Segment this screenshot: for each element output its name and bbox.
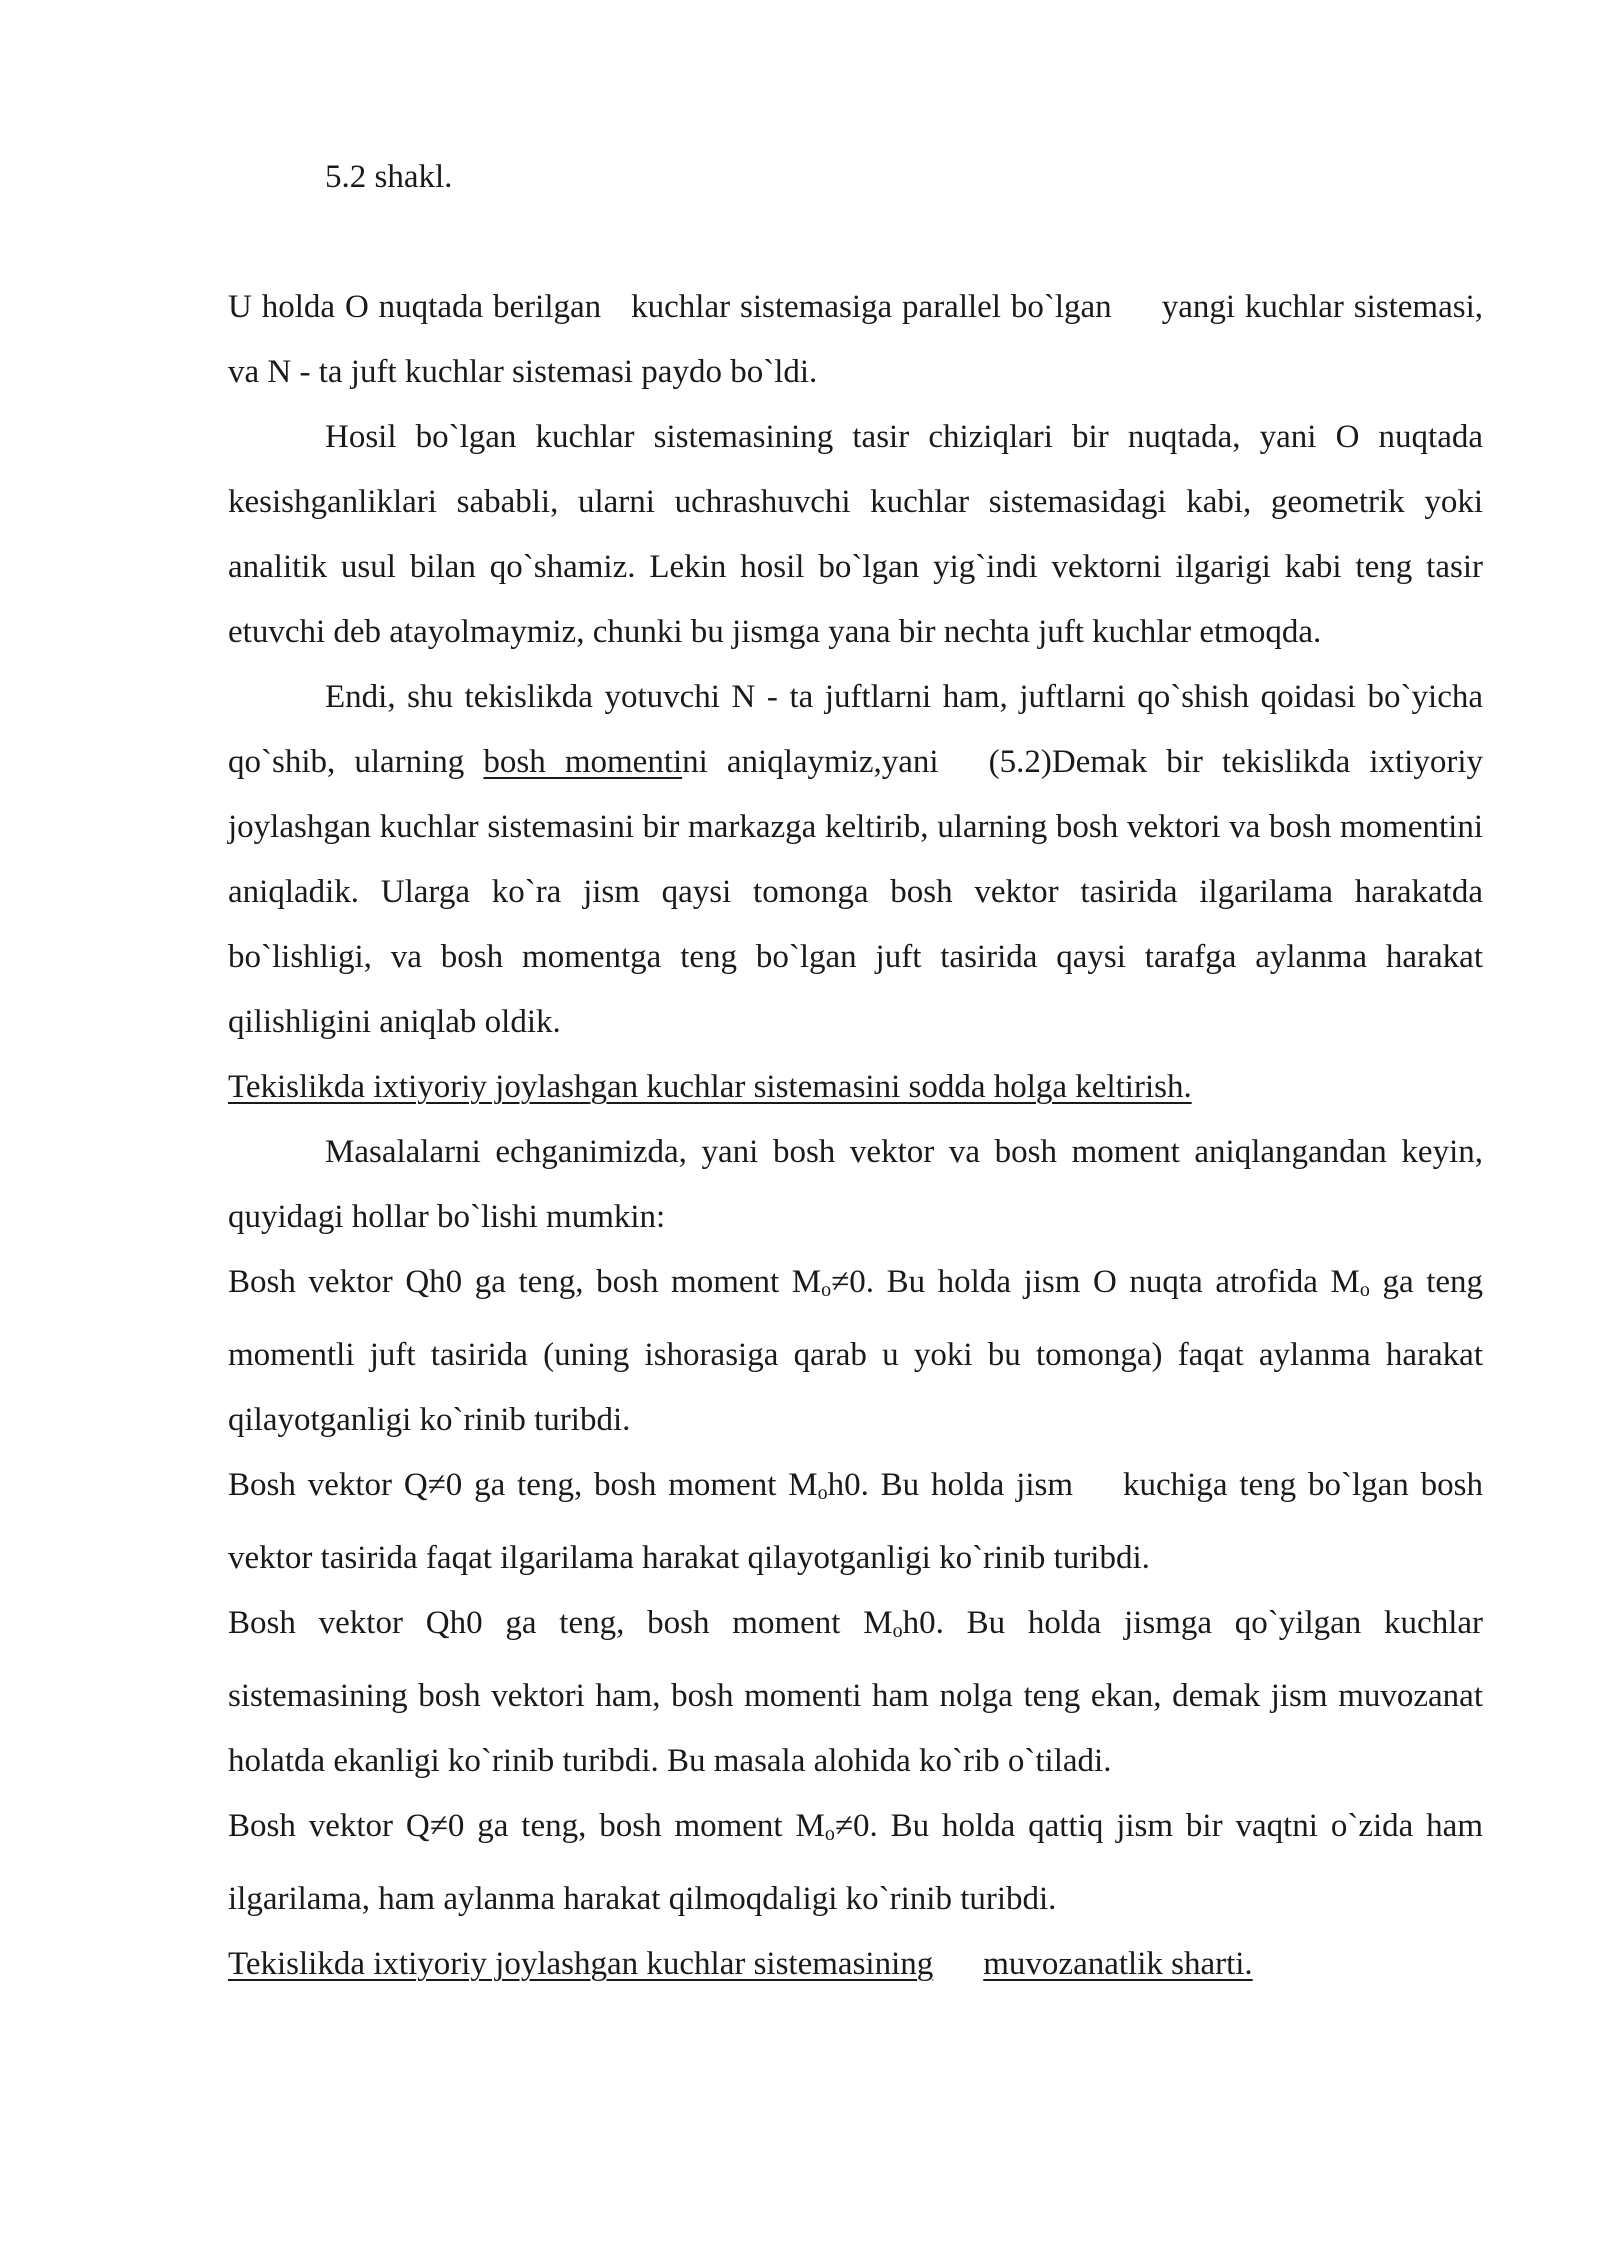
subscript: o [824, 1823, 835, 1845]
paragraph-cases-intro: Masalalarni echganimizda, yani bosh vektor va bosh moment aniqlangandan keyin, quyidagi hollar bo`lishi mumkin: [228, 1134, 1483, 1235]
subscript: o [821, 1279, 832, 1301]
paragraph-text: ni aniqlaymiz,yani [682, 744, 939, 780]
case-1 [228, 1250, 1483, 1453]
case-3 [228, 1591, 1483, 1794]
case-text: h0. Bu holda jism [827, 1467, 1074, 1503]
paragraph-main-moment [228, 665, 1483, 1055]
heading-text: Tekislikda ixtiyoriy joylashgan kuchlar sistemasining [228, 1946, 934, 1982]
case-text: kuchiga teng bo`lgan bosh vektor tasirida faqat ilgarilama harakat qilayotganligi ko`rinib turibdi. [228, 1467, 1483, 1576]
paragraph-text: yangi kuchlar sistemasi, va N - ta juft kuchlar sistemasi paydo bo`ldi. [228, 289, 1483, 390]
document-page [228, 145, 1483, 1997]
case-text: Bosh vektor Q≠0 ga teng, bosh moment M [228, 1467, 818, 1503]
case-text: ≠0. Bu holda jism O nuqta atrofida M [831, 1264, 1360, 1300]
paragraph-text: Endi, shu tekislikda yotuvchi N - ta juftlarni ham, juftlarni qo`shish qoidasi bo`yicha qo`shib, ularning [228, 679, 1483, 780]
heading-text: muvozanatlik sharti. [983, 1946, 1253, 1982]
case-text: Bosh vektor Qh0 ga teng, bosh moment M [228, 1605, 893, 1641]
paragraph-text: (5.2)Demak bir tekislikda ixtiyoriy joylashgan kuchlar sistemasini bir markazga keltirib, ularning bosh vektori va bosh momentini aniqladik. Ularga ko`ra jism qaysi tomonga bosh vektor tasirida ilgarilama harakatda bo`lishligi, va bosh momentga teng bo`lgan juft tasirida qaysi tarafga aylanma harakat qilishligini aniqlab oldik. [228, 744, 1483, 1040]
case-text: Bosh vektor Q≠0 ga teng, bosh moment M [228, 1808, 825, 1844]
case-text: ≠0. Bu holda qattiq jism bir vaqtni o`zida ham ilgarilama, ham aylanma harakat qilmoqdaligi ko`rinib turibdi. [228, 1808, 1483, 1917]
case-text: h0. Bu holda jismga qo`yilgan kuchlar sistemasining bosh vektori ham, bosh momenti ham nolga teng ekan, demak jism muvozanat holatda ekanligi ko`rinib turibdi. Bu masala alohida ko`rib o`tiladi. [228, 1605, 1483, 1779]
case-2 [228, 1453, 1483, 1591]
subscript: o [892, 1620, 903, 1642]
paragraph-text: kuchlar sistemasiga parallel bo`lgan [631, 289, 1112, 325]
spacer [228, 210, 1483, 275]
section-heading-equilibrium [228, 1932, 1483, 1997]
paragraph-text: U holda O nuqtada berilgan [228, 289, 602, 325]
section-heading-simplification: Tekislikda ixtiyoriy joylashgan kuchlar sistemasini sodda holga keltirish. [228, 1069, 1192, 1105]
case-4 [228, 1794, 1483, 1932]
bosh-momenti-term: bosh momenti [483, 744, 683, 780]
subscript: o [1359, 1279, 1370, 1301]
figure-caption: 5.2 shakl. [325, 159, 453, 195]
case-text: ga teng momentli juft tasirida (uning ishorasiga qarab u yoki bu tomonga) faqat aylanma harakat qilayotganligi ko`rinib turibdi. [228, 1264, 1484, 1438]
case-text: Bosh vektor Qh0 ga teng, bosh moment M [228, 1264, 822, 1300]
paragraph-parallel-system [228, 275, 1483, 405]
paragraph-resultant: Hosil bo`lgan kuchlar sistemasining tasir chiziqlari bir nuqtada, yani O nuqtada kesishganliklari sababli, ularni uchrashuvchi kuchlar sistemasidagi kabi, geometrik yoki analitik usul bilan qo`shamiz. Lekin hosil bo`lgan yig`indi vektorni ilgarigi kabi teng tasir etuvchi deb atayolmaymiz, chunki bu jismga yana bir nechta juft kuchlar etmoqda. [228, 419, 1483, 650]
subscript: o [817, 1482, 828, 1504]
